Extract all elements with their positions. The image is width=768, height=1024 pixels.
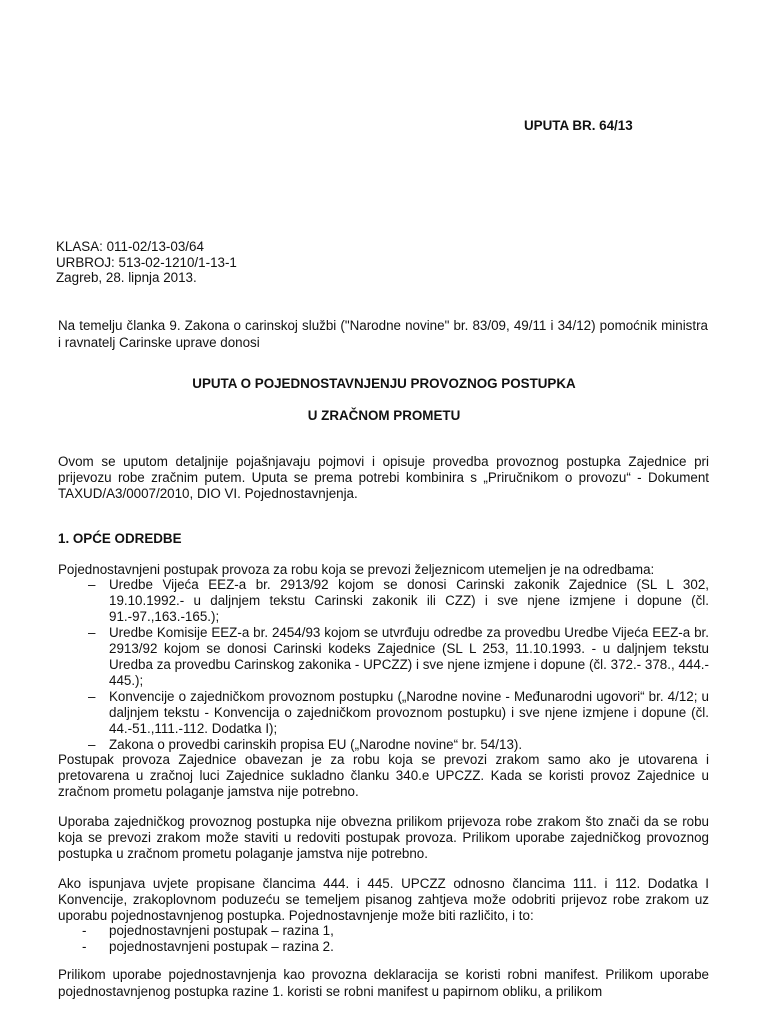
list-item xyxy=(58,939,334,955)
urbroj-line: URBROJ: 513-02-1210/1-13-1 xyxy=(56,254,237,270)
list-item-text: Uredbe Komisije EEZ-a br. 2454/93 kojom se utvrđuju odredbe za provedbu Uredbe Vijeća EEZ-a br. 2913/92 kojom se donosi Carinski kodeks Zajednice (SL L 253, 11.10.1993. - u daljnjem tekstu Uredba za provedbu Carinskog zakonika - UPCZZ) i sve njene izmjene i dopune (čl. 372.- 378., 444.- 445.); xyxy=(109,625,709,688)
document-reference: UPUTA BR. 64/13 xyxy=(524,118,633,133)
list-dash: - xyxy=(82,923,87,938)
legal-basis-lead: Pojednostavnjeni postupak provoza za robu koja se prevozi željeznicom utemeljen je na odredbama: xyxy=(58,562,655,577)
document-title-line-1: UPUTA O POJEDNOSTAVNJENJU PROVOZNOG POSTUPKA xyxy=(192,376,576,391)
list-item xyxy=(58,625,709,689)
list-item-text: pojednostavnjeni postupak – razina 2. xyxy=(109,939,334,954)
list-item xyxy=(58,923,334,939)
legal-basis-list xyxy=(58,577,709,753)
section-heading: 1. OPĆE ODREDBE xyxy=(58,531,182,546)
scope-paragraph: Ovom se uputom detaljnije pojašnjavaju pojmovi i opisuje provedba provoznog postupka Zajednice pri prijevozu robe zračnim putem. Uputa se prema potrebi kombinira s „Priručnikom o provozu“ - Dokument TAXUD/A3/0007/2010, DIO VI. Pojednostavnjenja. xyxy=(58,454,709,501)
intro-paragraph: Na temelju članka 9. Zakona o carinskoj službi ("Narodne novine" br. 83/09, 49/11 i 34/12) pomoćnik ministra i ravnatelj Carinske uprave donosi xyxy=(58,318,708,350)
list-item-text: Konvencije o zajedničkom provoznom postupku („Narodne novine - Međunarodni ugovori“ br. 4/12; u daljnjem tekstu - Konvencija o zajedničkom provoznom postupku) i sve njene izmjene i dopune (čl. 44.-51.,111.-112. Dodatka I); xyxy=(109,689,709,736)
simplification-levels-list xyxy=(58,923,334,955)
list-item xyxy=(58,689,709,737)
klasa-line: KLASA: 011-02/13-03/64 xyxy=(56,239,204,254)
transit-obligation-paragraph: Postupak provoza Zajednice obavezan je za robu koja se prevozi zrakom samo ako je utovarena i pretovarena u zračnoj luci Zajednice sukladno članku 340.e UPCZZ. Kada se koristi provoz Zajednice u zračnom prometu polaganje jamstva nije potrebno. xyxy=(58,752,709,799)
document-metadata xyxy=(56,239,237,286)
conditions-paragraph: Ako ispunjava uvjete propisane člancima 444. i 445. UPCZZ odnosno člancima 111. i 112. Dodatka I Konvencije, zrakoplovnom poduzeću se temeljem pisanog zahtjeva može odobriti prijevoz robe zrakom uz uporabu pojednostavnjenog postupka. Pojednostavnjenje može biti različito, i to: xyxy=(58,876,709,923)
list-item-text: Uredbe Vijeća EEZ-a br. 2913/92 kojom se donosi Carinski zakonik Zajednice (SL L 302, 19.10.1992.- u daljnjem tekstu Carinski zakonik ili CZZ) i sve njene izmjene i dopune (čl. 91.-97.,163.-165.); xyxy=(109,577,709,624)
list-item xyxy=(58,737,709,753)
list-item xyxy=(58,577,709,625)
list-dash: – xyxy=(88,689,96,704)
list-item-text: pojednostavnjeni postupak – razina 1, xyxy=(109,923,334,938)
common-transit-paragraph: Uporaba zajedničkog provoznog postupka nije obvezna prilikom prijevoza robe zrakom što znači da se robu koja se prevozi zrakom može staviti u redoviti postupak provoza. Prilikom uporabe zajedničkog provoznog postupka u zračnom prometu polaganje jamstva nije potrebno. xyxy=(58,814,709,861)
place-date-line: Zagreb, 28. lipnja 2013. xyxy=(56,270,197,285)
list-dash: – xyxy=(88,577,96,592)
list-dash: – xyxy=(88,737,96,752)
list-item-text: Zakona o provedbi carinskih propisa EU („Narodne novine“ br. 54/13). xyxy=(109,737,523,752)
list-dash: - xyxy=(82,939,87,954)
list-dash: – xyxy=(88,625,96,640)
manifest-paragraph: Prilikom uporabe pojednostavnjenja kao provozna deklaracija se koristi robni manifest. Prilikom uporabe pojednostavnjenog postupka razine 1. koristi se robni manifest u papirnom obliku, a prilikom xyxy=(58,967,709,999)
document-title-line-2: U ZRAČNOM PROMETU xyxy=(307,408,461,423)
